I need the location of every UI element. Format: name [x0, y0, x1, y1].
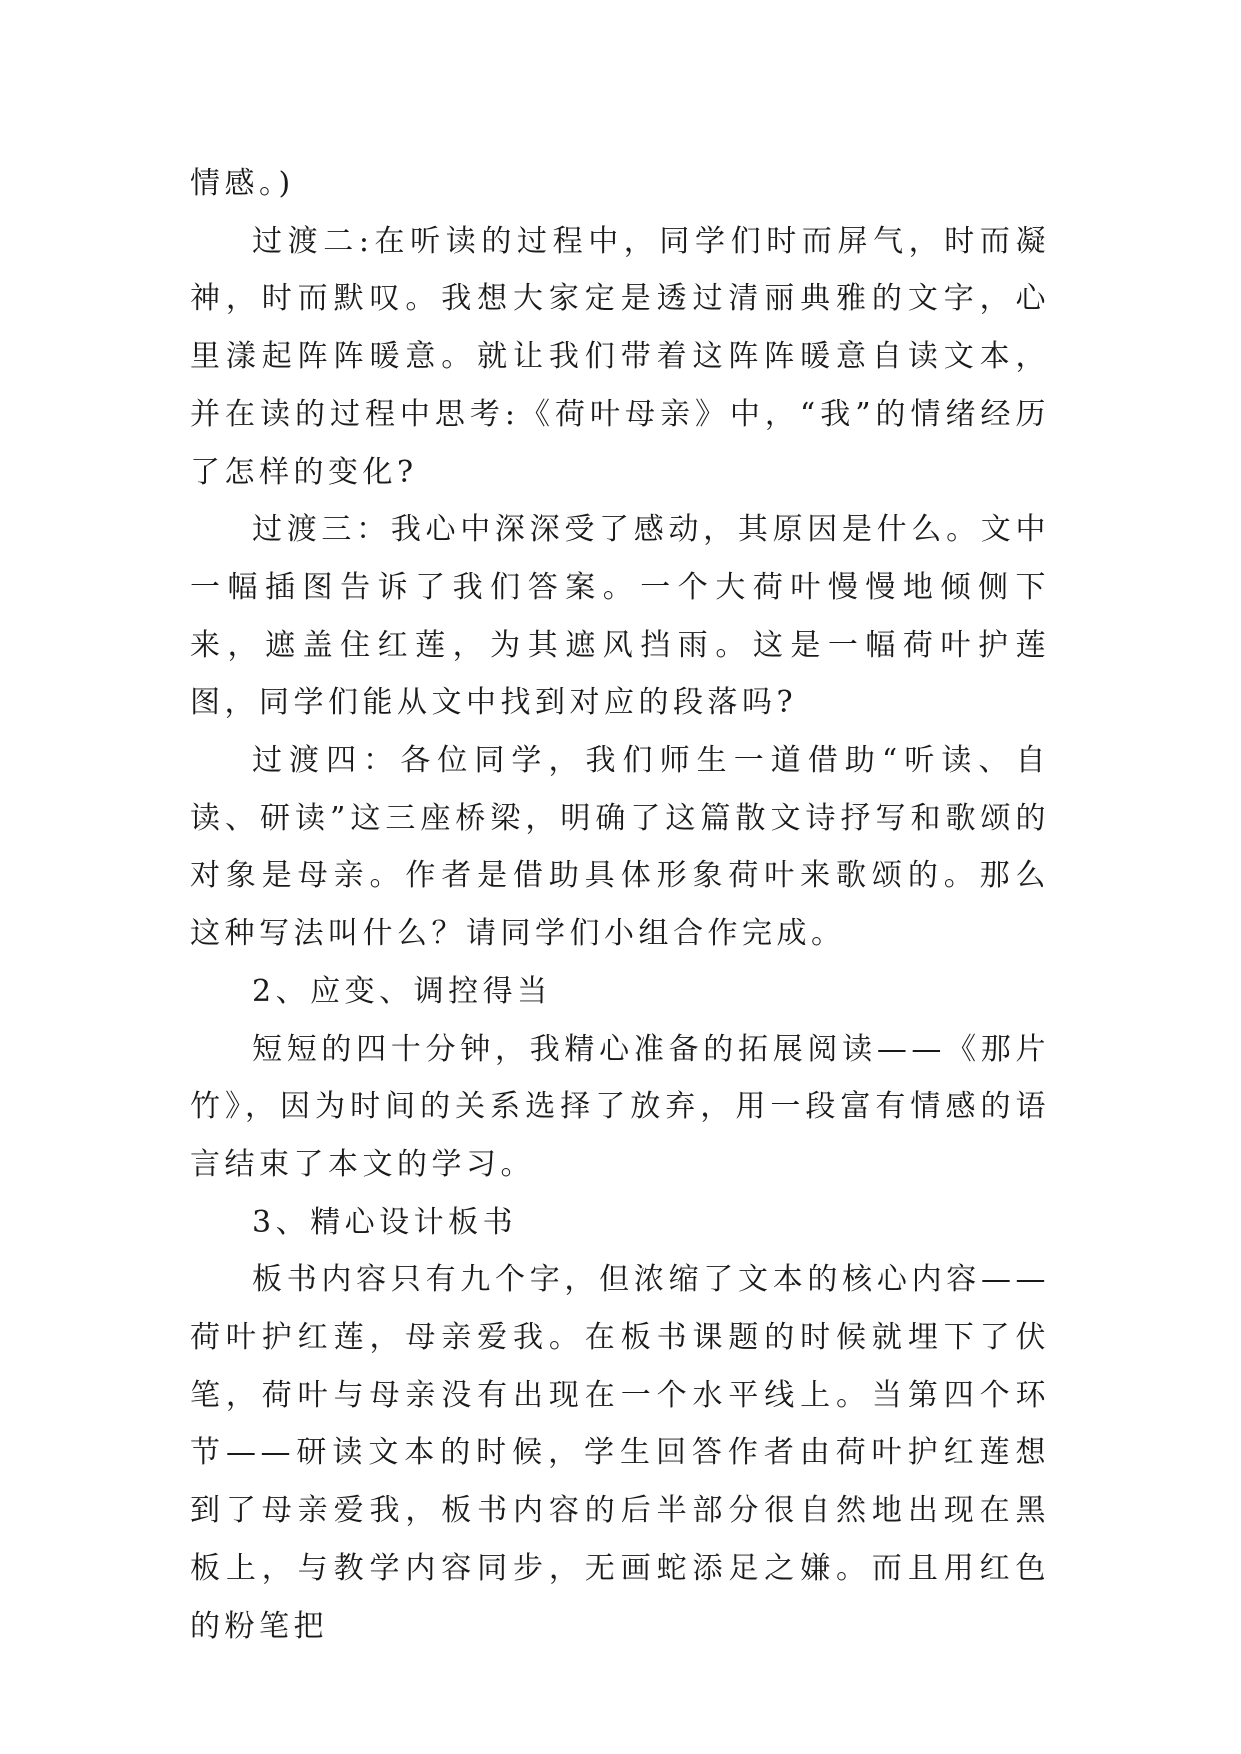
section-heading-2: 2、应变、调控得当: [252, 973, 552, 1009]
paragraph-4: 过渡四：各位同学，我们师生一道借助“听读、自读、研读”这三座桥梁，明确了这篇散文诗抒写和歌颂的对象是母亲。作者是借助具体形象荷叶来歌颂的。那么这种写法叫什么？请同学们小组合作完成。: [190, 743, 1050, 952]
paragraph-2: 过渡二:在听读的过程中，同学们时而屏气，时而凝神，时而默叹。我想大家定是透过清丽典雅的文字，心里漾起阵阵暖意。就让我们带着这阵阵暖意自读文本，并在读的过程中思考:《荷叶母亲》中，“我”的情绪经历了怎样的变化?: [190, 223, 1050, 490]
section-heading-3: 3、精心设计板书: [252, 1204, 518, 1240]
paragraph-6: 板书内容只有九个字，但浓缩了文本的核心内容——荷叶护红莲，母亲爱我。在板书课题的时候就埋下了伏笔，荷叶与母亲没有出现在一个水平线上。当第四个环节——研读文本的时候，学生回答作者由荷叶护红莲想到了母亲爱我，板书内容的后半部分很自然地出现在黑板上，与教学内容同步，无画蛇添足之嫌。而且用红色的粉笔把: [190, 1262, 1050, 1644]
paragraph-1: 情感。): [190, 166, 295, 201]
paragraph-3: 过渡三：我心中深深受了感动，其原因是什么。文中一幅插图告诉了我们答案。一个大荷叶慢慢地倾侧下来，遮盖住红莲，为其遮风挡雨。这是一幅荷叶护莲图，同学们能从文中找到对应的段落吗?: [190, 512, 1050, 721]
paragraph-5: 短短的四十分钟，我精心准备的拓展阅读——《那片竹》，因为时间的关系选择了放弃，用一段富有情感的语言结束了本文的学习。: [190, 1031, 1050, 1182]
document-page: [190, 155, 1050, 1655]
